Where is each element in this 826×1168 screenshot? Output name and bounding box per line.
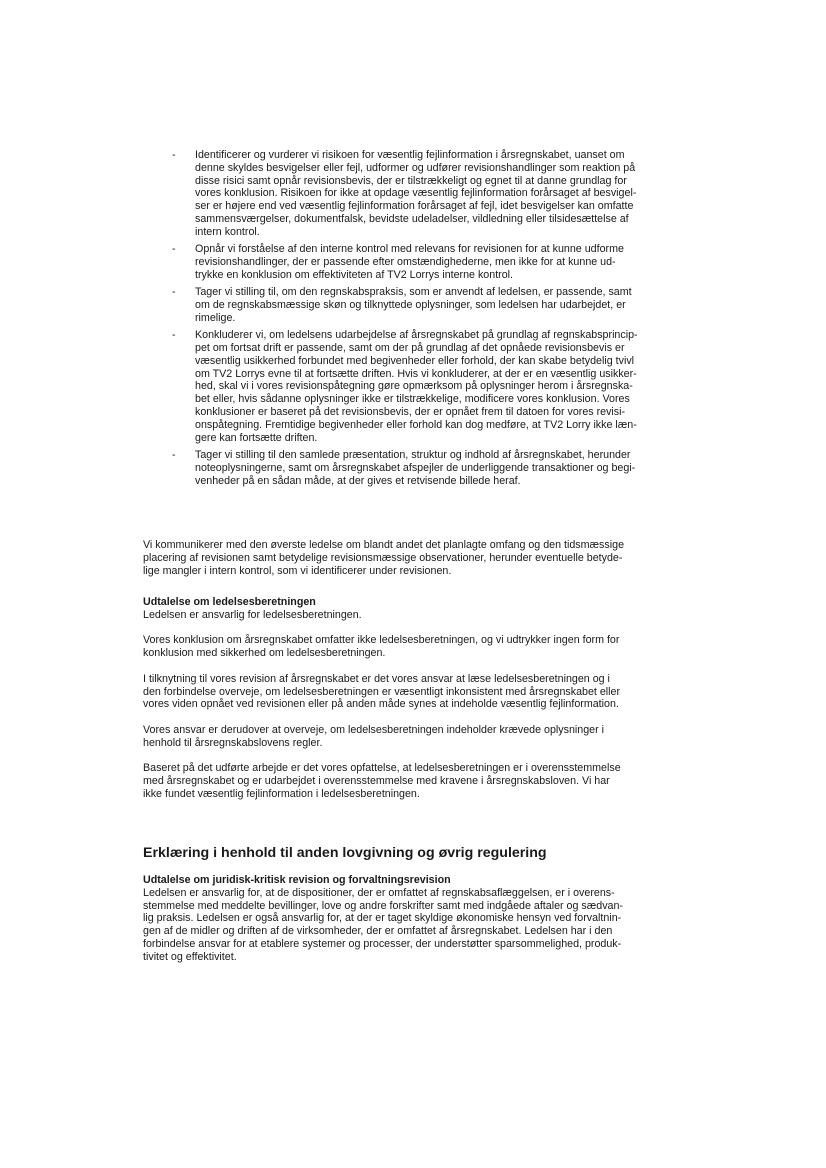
- text-line: Identificerer og vurderer vi risikoen for væsentlig fejlinformation i årsregnskabet, uanset om: [195, 149, 625, 161]
- text-line: ikke fundet væsentlig fejlinformation i ledelsesberetningen.: [143, 787, 420, 800]
- text-line: stemmelse med meddelte bevillinger, love og andre forskrifter samt med indgåede aftaler og sædvan-: [143, 899, 623, 912]
- list-item: [172, 286, 638, 324]
- text-line: Tager vi stilling til, om den regnskabspraksis, som er anvendt af ledelsen, er passende, samt: [195, 286, 632, 299]
- text-line: onspåtegning. Fremtidige begivenheder eller forhold kan dog medføre, at TV2 Lorry ikke læn-: [195, 418, 637, 431]
- paragraph: [143, 673, 621, 711]
- bullet-dash: -: [172, 329, 176, 342]
- paragraph: [143, 634, 621, 660]
- text-line: revisionshandlinger, der er passende efter omstændighederne, men ikke for at kunne ud-: [195, 255, 616, 268]
- text-line: gen af de midler og driften af de virksomheder, der er omfattet af årsregnskabet. Ledelsen har i den: [143, 925, 613, 938]
- text-line: gere kan fortsætte driften.: [195, 431, 318, 444]
- text-line: lig praksis. Ledelsen er også ansvarlig for, at der er taget skyldige økonomiske hensyn ved forvaltnin-: [143, 912, 622, 925]
- audit-procedures-list: [172, 149, 638, 492]
- text-line: om de regnskabsmæssige skøn og tilknyttede oplysninger, som ledelsen har udarbejdet, er: [195, 298, 626, 311]
- text-line: væsentlig usikkerhed forbundet med begivenheder eller forhold, der kan skabe betydelig tvivl: [195, 354, 635, 367]
- text-line: bet eller, hvis sådanne oplysninger ikke er tilstrækkelige, modificere vores konklusion. Vores: [195, 393, 630, 406]
- text-line: med årsregnskabet og er udarbejdet i overensstemmelse med kravene i årsregnskabsloven. Vi har: [143, 775, 610, 788]
- text-line: placering af revisionen samt betydelige revisionsmæssige observationer, herunder eventuelle betyde-: [143, 551, 623, 564]
- text-line: ser er højere end ved væsentlig fejlinformation forårsaget af fejl, idet besvigelser kan omfatte: [195, 200, 634, 213]
- text-line: rimelige.: [195, 311, 236, 324]
- paragraph-line: Ledelsen er ansvarlig for ledelsesberetningen.: [143, 608, 362, 621]
- text-line: Tager vi stilling til den samlede præsentation, struktur og indhold af årsregnskabet, herunder: [195, 448, 631, 461]
- list-item: [172, 329, 638, 444]
- bullet-dash: -: [172, 286, 176, 299]
- communication-paragraph: [143, 539, 624, 577]
- text-line: venheder på en sådan måde, at der gives et retvisende billede heraf.: [195, 474, 521, 487]
- text-line: hed, skal vi i vores revisionspåtegning gøre opmærksom på oplysninger herom i årsregnska-: [195, 380, 633, 393]
- text-line: sammensværgelser, dokumentfalsk, bevidste udeladelser, vildledning eller tilsidesættelse af: [195, 212, 629, 225]
- list-item: [172, 449, 638, 487]
- paragraph: [143, 762, 621, 800]
- text-line: Ledelsen er ansvarlig for, at de dispositioner, der er omfattet af regnskabsaflæggelsen, er i overens-: [143, 886, 615, 899]
- text-line: Baseret på det udførte arbejde er det vores opfattelse, at ledelsesberetningen er i overensstemmelse: [143, 762, 621, 775]
- section-title: Erklæring i henhold til anden lovgivning og øvrig regulering: [143, 845, 547, 861]
- text-line: tivitet og effektivitet.: [143, 950, 237, 963]
- paragraph: [143, 724, 621, 750]
- text-line: Konkluderer vi, om ledelsens udarbejdelse af årsregnskabet på grundlag af regnskabsprincip-: [195, 329, 638, 342]
- text-line: konklusioner er baseret på det revisionsbevis, der er opnået frem til datoen for vores revisi-: [195, 405, 626, 418]
- text-line: Vores ansvar er derudover at overveje, om ledelsesberetningen indeholder krævede oplysninger i: [143, 723, 605, 736]
- list-item: [172, 149, 638, 239]
- list-item: [172, 243, 638, 281]
- text-line: forbindelse ansvar for at etablere systemer og processer, der understøtter sparsommelighed, produk-: [143, 937, 622, 950]
- text-line: den forbindelse overveje, om ledelsesberetningen er væsentligt inkonsistent med årsregnskabet eller: [143, 685, 621, 698]
- text-line: noteoplysningerne, samt om årsregnskabet afspejler de underliggende transaktioner og begi-: [195, 461, 636, 474]
- text-line: vores konklusion. Risikoen for ikke at opdage væsentlig fejlinformation forårsaget af besvigel-: [195, 187, 637, 200]
- text-line: vores viden opnået ved revisionen eller på anden måde synes at indeholde væsentlig fejlinformation.: [143, 698, 619, 711]
- text-line: henhold til årsregnskabslovens regler.: [143, 736, 323, 749]
- bullet-dash: -: [172, 149, 176, 161]
- other-legislation-section: [143, 845, 623, 964]
- text-line: I tilknytning til vores revision af årsregnskabet er det vores ansvar at læse ledelsesberetningen og i: [143, 672, 610, 685]
- text-line: Vi kommunikerer med den øverste ledelse om blandt andet det planlagte omfang og den tidsmæssige: [143, 539, 625, 551]
- section-heading: Udtalelse om ledelsesberetningen: [143, 596, 316, 608]
- text-line: Opnår vi forståelse af den interne kontrol med relevans for revisionen for at kunne udforme: [195, 243, 624, 256]
- text-line: disse risici samt opnår revisionsbevis, der er tilstrækkeligt og egnet til at danne grundlag for: [195, 174, 627, 187]
- text-line: om TV2 Lorrys evne til at fortsætte driften. Hvis vi konkluderer, at der er en væsentlig usikker-: [195, 367, 637, 380]
- text-line: pet om fortsat drift er passende, samt om der på grundlag af det opnåede revisionsbevis er: [195, 341, 625, 354]
- text-line: trykke en konklusion om effektiviteten af TV2 Lorrys interne kontrol.: [195, 268, 514, 281]
- text-line: Vores konklusion om årsregnskabet omfatter ikke ledelsesberetningen, og vi udtrykker ingen form for: [143, 634, 620, 647]
- text-line: intern kontrol.: [195, 225, 260, 238]
- text-line: denne skyldes besvigelser eller fejl, udformer og udfører revisionshandlinger som reaktion på: [195, 161, 636, 174]
- text-line: konklusion med sikkerhed om ledelsesberetningen.: [143, 647, 386, 660]
- section-heading: Udtalelse om juridisk-kritisk revision og forvaltningsrevision: [143, 874, 451, 886]
- bullet-dash: -: [172, 243, 176, 256]
- text-line: lige mangler i intern kontrol, som vi identificerer under revisionen.: [143, 564, 452, 577]
- bullet-dash: -: [172, 448, 176, 461]
- management-report-section: [143, 596, 621, 814]
